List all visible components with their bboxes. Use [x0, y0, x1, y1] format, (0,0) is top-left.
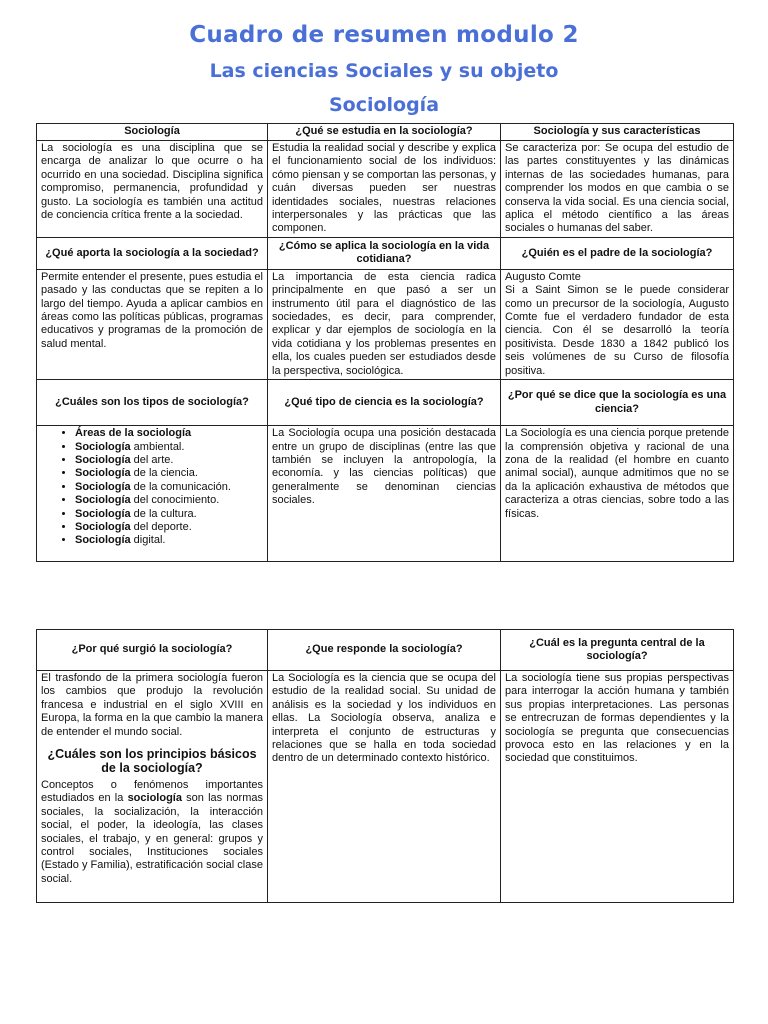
cell-padre	[501, 269, 734, 379]
padre-name: Augusto Comte	[505, 270, 581, 283]
cell-que-aporta: Permite entender el presente, pues estudia el pasado y las conductas que se repiten a lo largo del tiempo. Ayuda a aplicar cambios en áreas como las políticas públicas, programas educativos y programas de la promoción de salud mental.	[37, 269, 268, 379]
table-row	[37, 237, 734, 269]
cell-definicion: La sociología es una disciplina que se encarga de analizar lo que ocurre o ha ocurrido en una sociedad. Disciplina significa compromiso, permanencia, profundidad y gusto. La sociología es también una actitud de conciencia crítica frente a la sociedad.	[37, 141, 268, 238]
table-row	[37, 269, 734, 379]
cell-por-que-surgio	[37, 671, 268, 903]
table-row	[37, 380, 734, 426]
header-por-que-ciencia: ¿Por qué se dice que la sociología es una ciencia?	[501, 380, 734, 426]
list-item: • Sociología ambiental.	[75, 441, 263, 454]
principios-text: Conceptos o fenómenos importantes estudiados en la sociología son las normas sociales, la socialización, la interacción social, el poder, la ideología, las clases sociales, el trabajo, y en general: grupos y control sociales, Instituciones sociales (Estado y Familia), estratificación social clase social.	[41, 779, 263, 885]
document-subtitle: Las ciencias Sociales y su objeto	[209, 60, 559, 82]
cell-que-se-estudia: Estudia la realidad social y describe y explica el funcionamiento social de los individuos: cómo piensan y se comportan las personas, y cuán diversas pueden ser nuestras identidades sociales, nuestras relaciones interpersonales y las prácticas que las componen.	[268, 141, 501, 238]
cell-pregunta-central: La sociología tiene sus propias perspectivas para interrogar la acción humana y también sus propias interpretaciones. Las personas se entrecruzan de formas dependientes y la sociología se pregunta que consecuencias provoca esto en las relaciones y en la sociedad que constituimos.	[501, 671, 734, 903]
table-row	[37, 630, 734, 671]
list-item: • Sociología del arte.	[75, 454, 263, 467]
header-sociologia: Sociología	[37, 124, 268, 141]
header-que-responde: ¿Que responde la sociología?	[268, 630, 501, 671]
cell-como-se-aplica: La importancia de esta ciencia radica principalmente en que pasó a ser un instrumento útil para el diagnóstico de las sociedades, es decir, para comprender, explicar y dar ejemplos de sociología en la vida cotidiana y los problemas presentes en ella, los cuales pueden ser estudiados desde la perspectiva, sociológica.	[268, 269, 501, 379]
cell-por-que-ciencia: La Sociología es una ciencia porque pretende la comprensión objetiva y racional de una zona de la realidad (el hombre en cuanto animal social), aunque admitimos que no se da la aplicación exhaustiva de métodos que caracteriza a otras ciencias, sobre todo a las físicas.	[501, 426, 734, 562]
table-row	[37, 141, 734, 238]
surgio-text: El trasfondo de la primera sociología fueron los cambios que produjo la revolución francesa e industrial en el siglo XVIII en Europa, la forma en la que cambio la manera de entender el mundo social.	[41, 672, 263, 738]
list-item: • Sociología de la ciencia.	[75, 467, 263, 480]
header-como-se-aplica: ¿Cómo se aplica la sociología en la vida cotidiana?	[268, 237, 501, 269]
principios-heading: ¿Cuáles son los principios básicos de la sociología?	[47, 747, 257, 776]
cell-caracteristicas: Se caracteriza por: Se ocupa del estudio de las partes constituyentes y las dinámicas internas de las sociedades humanas, para comprender los modos en que cambia o se conserva la vida social. Es una ciencia social, aplica el método científico a las áreas sociales o humanas del saber.	[501, 141, 734, 238]
document-title: Cuadro de resumen modulo 2	[189, 22, 579, 48]
cell-tipo-de-ciencia: La Sociología ocupa una posición destacada entre un grupo de disciplinas (entre las que también se incluyen la antropología, la economía. y las ciencias políticas) que generalmente se denominan ciencias sociales.	[268, 426, 501, 562]
list-item: • Sociología digital.	[75, 534, 263, 547]
cell-tipos	[37, 426, 268, 562]
header-caracteristicas: Sociología y sus características	[501, 124, 734, 141]
header-tipo-de-ciencia: ¿Qué tipo de ciencia es la sociología?	[268, 380, 501, 426]
table-row	[37, 124, 734, 141]
header-que-aporta: ¿Qué aporta la sociología a la sociedad?	[37, 237, 268, 269]
header-padre: ¿Quién es el padre de la sociología?	[501, 237, 734, 269]
list-item: • Áreas de la sociología	[75, 427, 263, 440]
document-topic: Sociología	[328, 94, 440, 116]
header-que-se-estudia: ¿Qué se estudia en la sociología?	[268, 124, 501, 141]
header-tipos: ¿Cuáles son los tipos de sociología?	[37, 380, 268, 426]
table-row	[37, 426, 734, 562]
list-item: • Sociología del deporte.	[75, 521, 263, 534]
list-item: • Sociología de la comunicación.	[75, 481, 263, 494]
header-por-que-surgio: ¿Por qué surgió la sociología?	[37, 630, 268, 671]
tipos-list	[41, 427, 263, 548]
list-item: • Sociología de la cultura.	[75, 508, 263, 521]
table-row	[37, 671, 734, 903]
padre-description: Si a Saint Simon se le puede considerar como un precursor de la sociología, Augusto Comte fue el verdadero fundador de esta ciencia. Con él se desarrolló la teoría positivista. Desde 1830 a 1842 publicó los seis volúmenes de su Curso de filosofía positiva.	[505, 284, 729, 377]
header-pregunta-central: ¿Cuál es la pregunta central de la sociología?	[501, 630, 734, 671]
list-item: • Sociología del conocimiento.	[75, 494, 263, 507]
summary-table-1	[36, 123, 734, 562]
cell-que-responde: La Sociología es la ciencia que se ocupa del estudio de la realidad social. Su unidad de análisis es la sociedad y los individuos en ellas. La Sociología observa, analiza e interpreta el conjunto de estructuras y relaciones que se halla en toda sociedad dentro de un determinado contexto histórico.	[268, 671, 501, 903]
summary-table-2	[36, 629, 734, 903]
